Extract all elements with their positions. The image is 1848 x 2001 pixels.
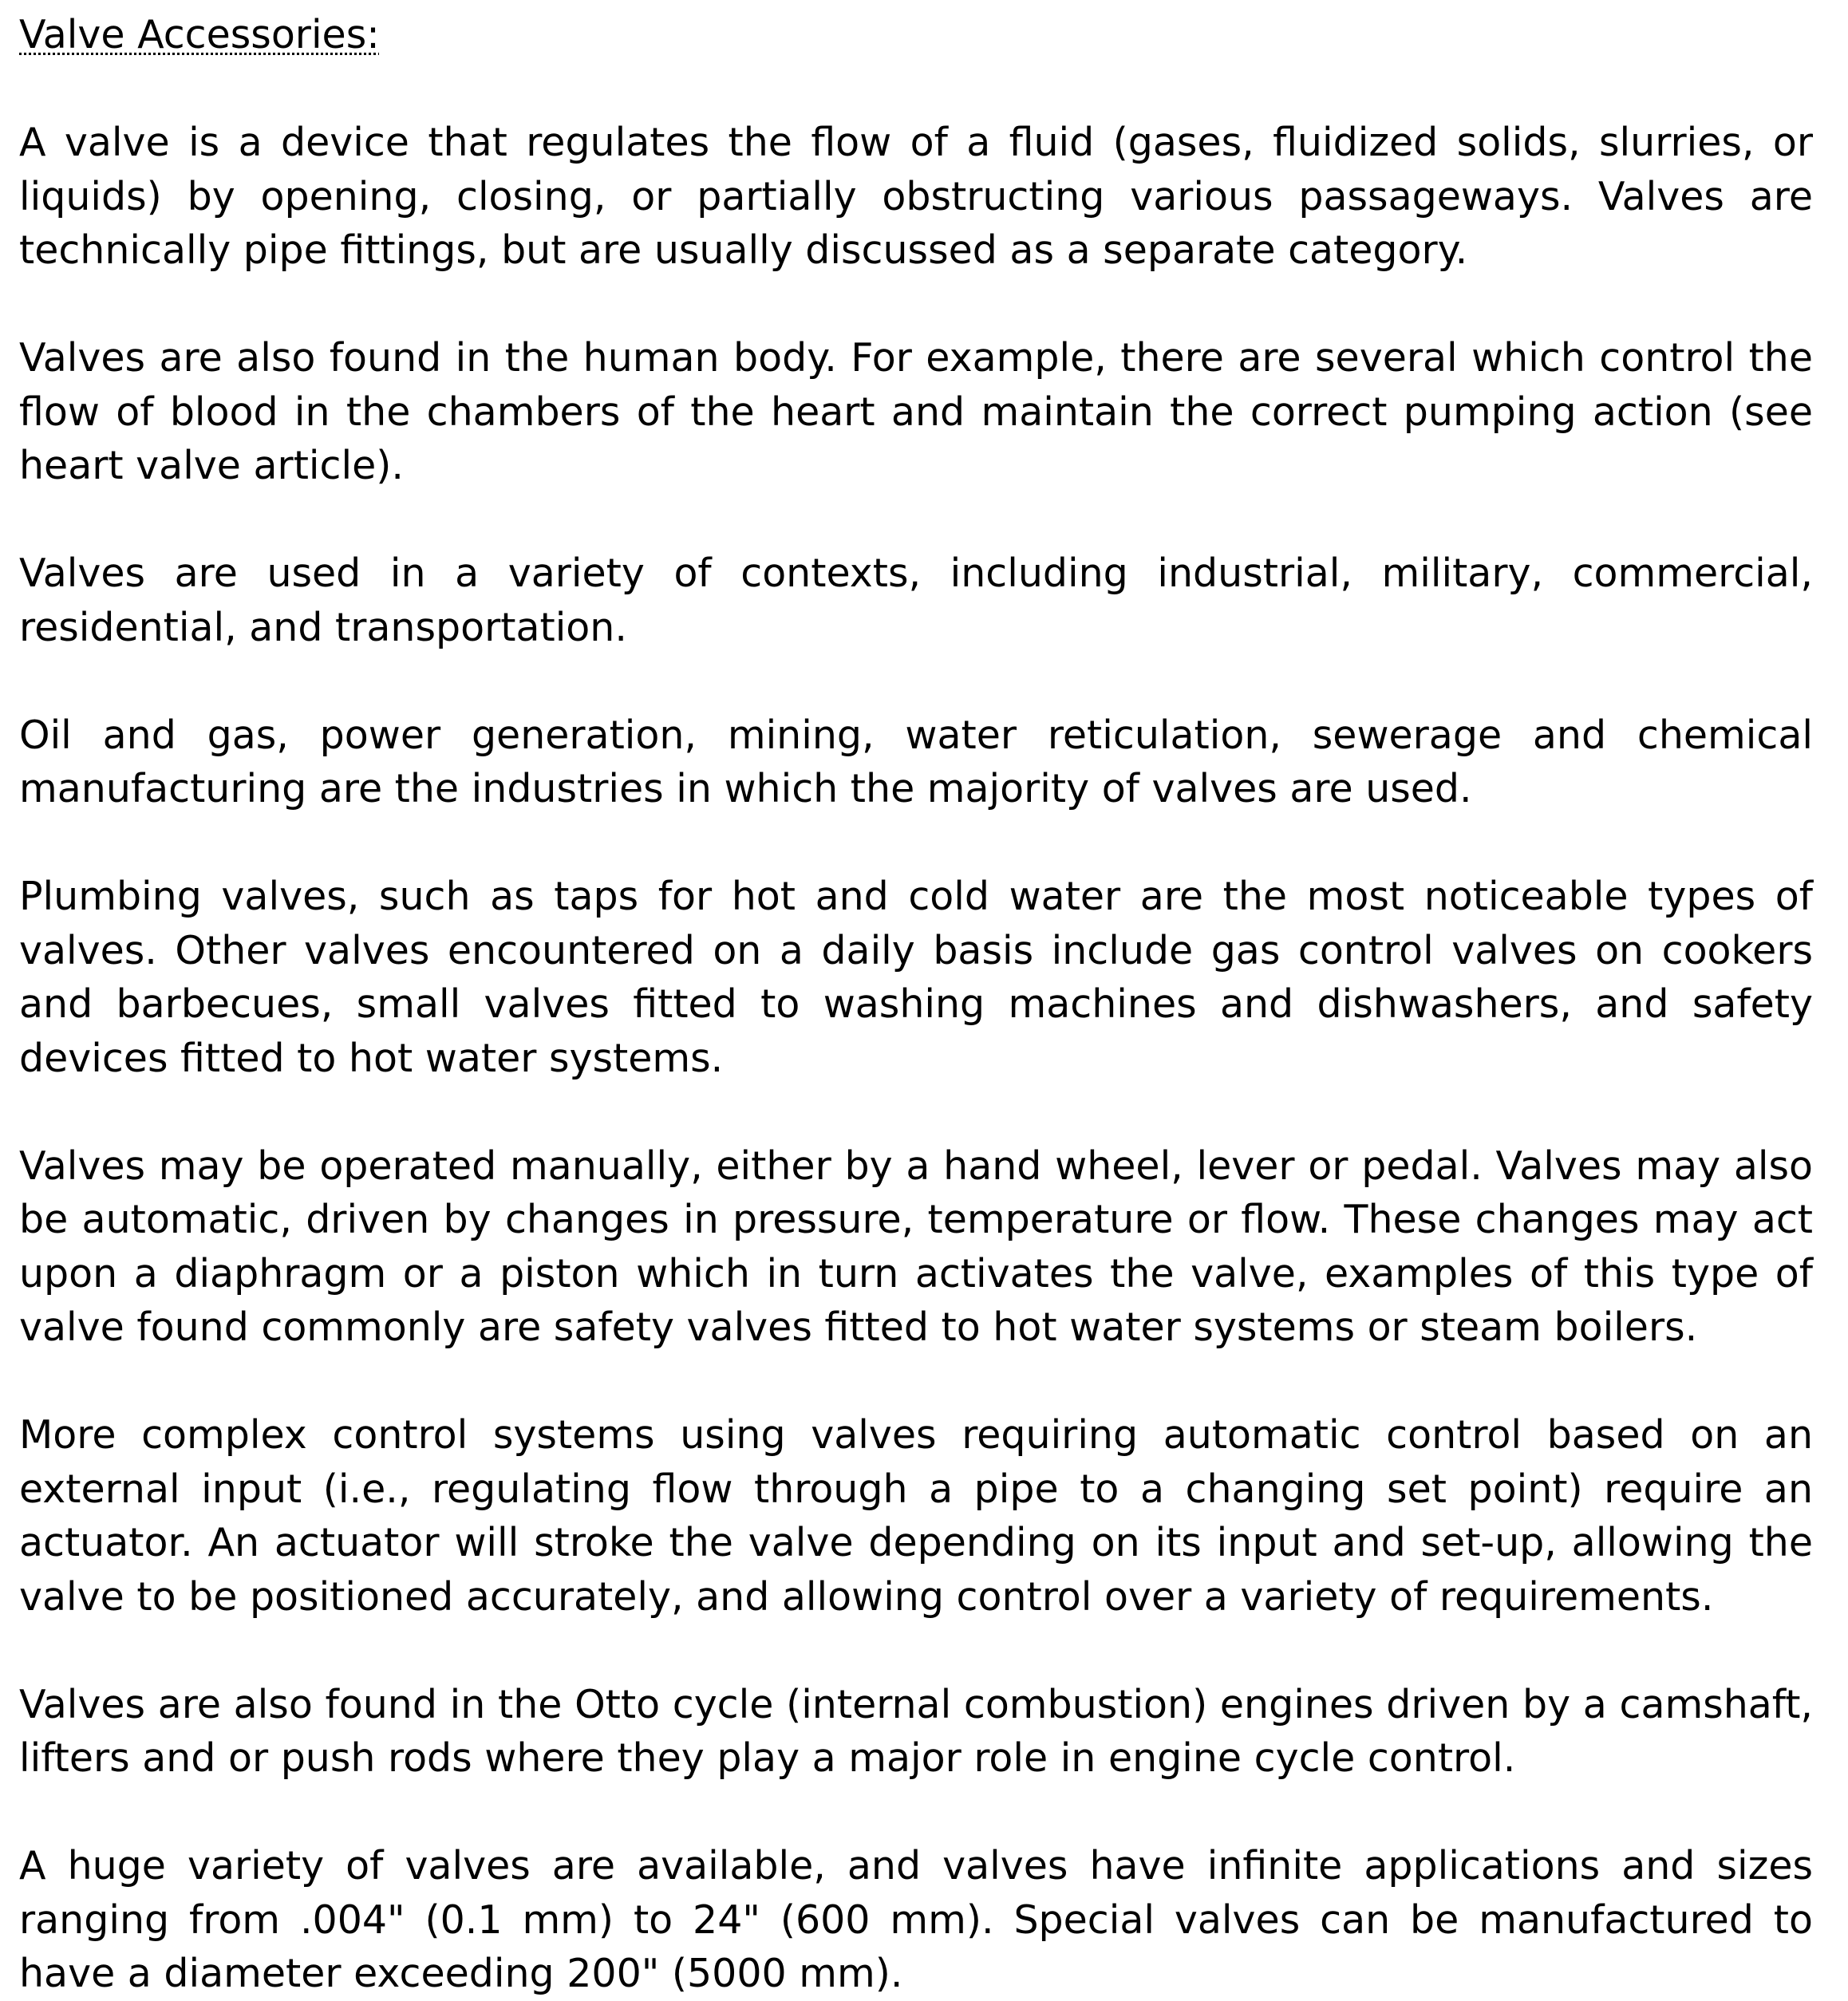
document-page [19, 8, 1813, 2001]
paragraph-engines: Valves are also found in the Otto cycle (internal combustion) engines driven by a camshaft, lifters and or push rods where they play a major role in engine cycle control. [19, 1681, 1813, 1781]
paragraph-human-body: Valves are also found in the human body. For example, there are several which control the flow of blood in the chambers of the heart and maintain the correct pumping action (see heart valve article). [19, 335, 1813, 488]
paragraph-operation: Valves may be operated manually, either by a hand wheel, lever or pedal. Valves may also be automatic, driven by changes in pressure, temperature or flow. These changes may act upon a diaphragm or a piston which in turn activates the valve, examples of this type of valve found commonly are safety valves fitted to hot water systems or steam boilers. [19, 1143, 1813, 1350]
paragraph-sizes: A huge variety of valves are available, and valves have infinite applications and sizes ranging from .004" (0.1 mm) to 24" (600 mm). Special valves can be manufactured to have a diameter exceeding 200" (5000 mm). [19, 1843, 1813, 1996]
paragraph-industries: Oil and gas, power generation, mining, water reticulation, sewerage and chemical manufacturing are the industries in which the majority of valves are used. [19, 712, 1813, 811]
document-title: Valve Accessories: [19, 12, 380, 57]
paragraph-contexts: Valves are used in a variety of contexts, including industrial, military, commercial, residential, and transportation. [19, 551, 1813, 650]
paragraph-actuators: More complex control systems using valves requiring automatic control based on an external input (i.e., regulating flow through a pipe to a changing set point) require an actuator. An actuator will stroke the valve depending on its input and set-up, allowing the valve to be positioned accurately, and allowing control over a variety of requirements. [19, 1412, 1813, 1620]
paragraph-definition: A valve is a device that regulates the flow of a fluid (gases, fluidized solids, slurries, or liquids) by opening, closing, or partially obstructing various passageways. Valves are technically pipe fittings, but are usually discussed as a separate category. [19, 120, 1813, 273]
paragraph-plumbing: Plumbing valves, such as taps for hot and cold water are the most noticeable types of valves. Other valves encountered on a daily basis include gas control valves on cookers and barbecues, small valves fitted to washing machines and dishwashers, and safety devices fitted to hot water systems. [19, 874, 1813, 1081]
